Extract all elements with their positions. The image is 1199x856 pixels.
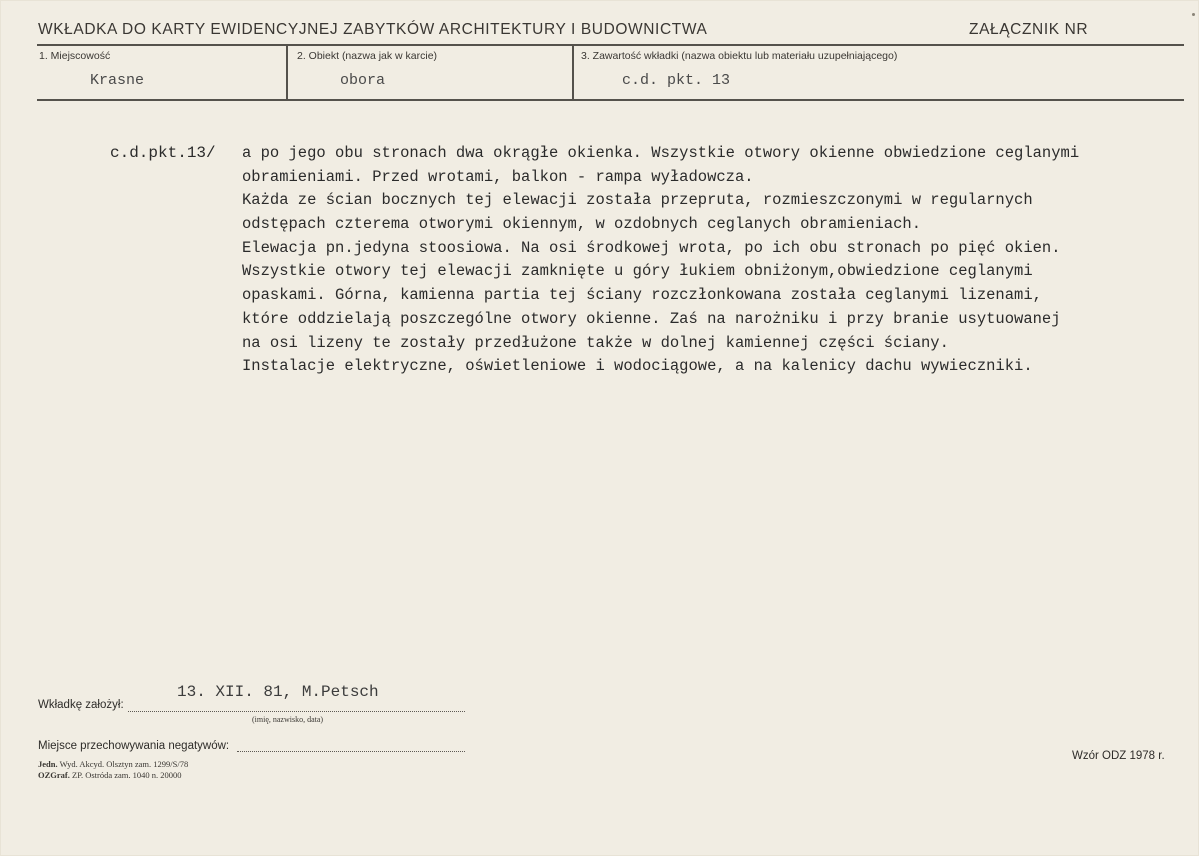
locality-value: Krasne xyxy=(90,72,145,89)
field-divider-1 xyxy=(286,44,288,100)
description-line: odstępach czterema otworymi okiennym, w ozdobnych ceglanych obramieniach. xyxy=(242,215,922,234)
object-value: obora xyxy=(340,72,386,89)
description-line: na osi lizeny te zostały przedłużone także w dolnej kamiennej części ściany. xyxy=(242,333,949,352)
description-line: a po jego obu stronach dwa okrągłe okienka. Wszystkie otwory okienne obwiedzione ceglanymi xyxy=(242,144,1080,162)
contents-label: 3. Zawartość wkładki (nazwa obiektu lub materiału uzupełniającego) xyxy=(581,50,898,62)
field-divider-2 xyxy=(572,44,574,100)
printer-imprint-1: Jedn. Wyd. Akcyd. Olsztyn zam. 1299/S/78 xyxy=(38,759,189,769)
header-rule xyxy=(37,44,1184,46)
description-line: Elewacja pn.jedyna stoosiowa. Na osi środkowej wrota, po ich obu stronach po pięć okien. xyxy=(242,238,1061,257)
negatives-location-label: Miejsce przechowywania negatywów: xyxy=(38,740,230,752)
description-line: Każda ze ścian bocznych tej elewacji została przepruta, rozmieszczonymi w regularnych xyxy=(242,191,1033,210)
printer-imprint-2: OZGraf. ZP. Ostróda zam. 1040 n. 20000 xyxy=(38,770,182,780)
edge-mark xyxy=(1192,13,1195,16)
description-line: obramieniami. Przed wrotami, balkon - rampa wyładowcza. xyxy=(242,167,754,186)
locality-label: 1. Miejscowość xyxy=(39,50,111,62)
description-line: Instalacje elektryczne, oświetleniowe i wodociągowe, a na kalenicy dachu wywieczniki. xyxy=(242,357,1033,376)
object-label: 2. Obiekt (nazwa jak w karcie) xyxy=(297,50,438,62)
card-title: WKŁADKA DO KARTY EWIDENCYJNEJ ZABYTKÓW ARCHITEKTURY I BUDOWNICTWA xyxy=(38,21,708,38)
attachment-number-label: ZAŁĄCZNIK NR xyxy=(969,21,1089,38)
description-line: Wszystkie otwory tej elewacji zamknięte u góry łukiem obniżonym,obwiedzione ceglanymi xyxy=(242,262,1033,281)
founded-by-hint: (imię, nazwisko, data) xyxy=(252,715,324,724)
founded-by-label: Wkładkę założył: xyxy=(38,699,124,711)
contents-value: c.d. pkt. 13 xyxy=(622,72,731,89)
description-line: opaskami. Górna, kamienna partia tej ściany rozczłonkowana została ceglanymi lizenami, xyxy=(242,286,1042,305)
founded-by-line xyxy=(128,711,465,712)
founded-by-value: 13. XII. 81, M.Petsch xyxy=(177,683,379,701)
continuation-reference: c.d.pkt.13/ xyxy=(110,144,216,162)
description-text xyxy=(242,144,1079,381)
negatives-location-line xyxy=(237,751,465,752)
form-pattern-label: Wzór ODZ 1978 r. xyxy=(1072,750,1165,762)
fields-rule xyxy=(37,99,1184,101)
description-line: które oddzielają poszczególne otwory okienne. Zaś na narożniku i przy branie usytuowanej xyxy=(242,309,1061,328)
